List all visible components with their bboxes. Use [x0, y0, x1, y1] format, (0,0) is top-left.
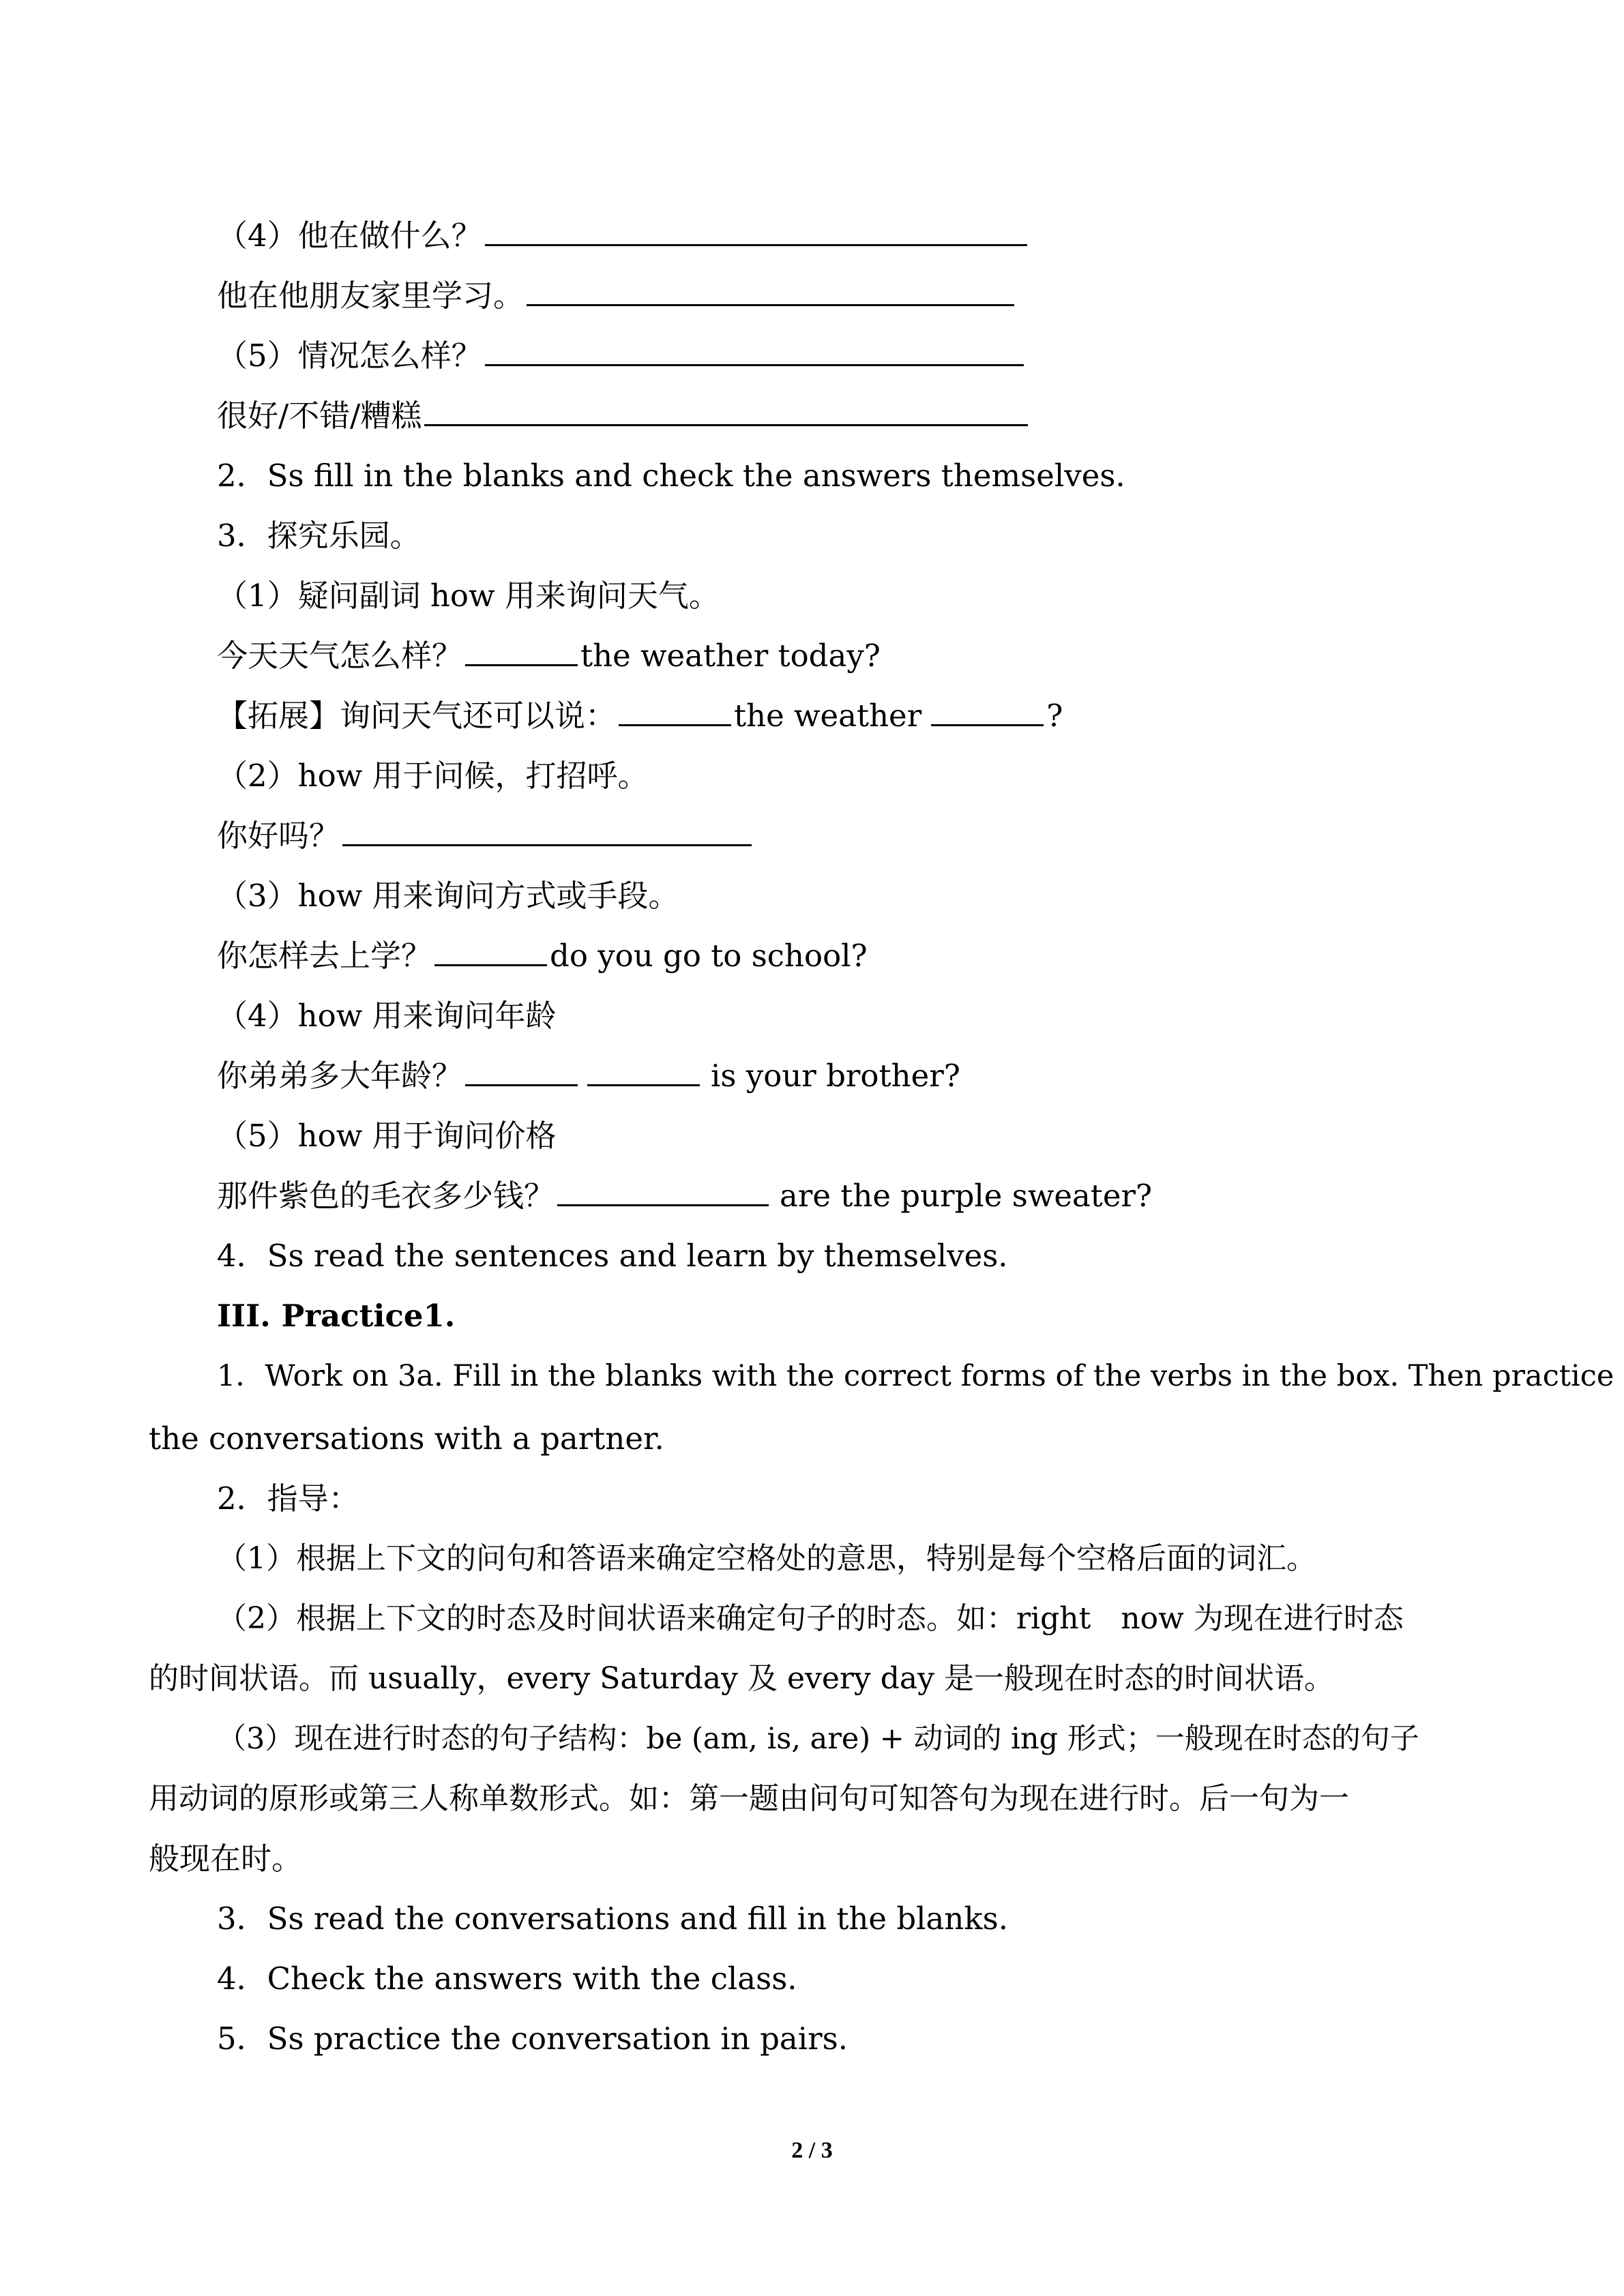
text-line: （2）how 用于问候，打招呼。 — [217, 758, 649, 794]
text-line: （4）他在做什么？ — [217, 215, 1030, 256]
text-line: 你好吗？ — [217, 816, 754, 856]
text-line: 般现在时。 — [149, 1840, 303, 1877]
text-line: （1）根据上下文的问句和答语来确定空格处的意思，特别是每个空格后面的词汇。 — [217, 1541, 1316, 1576]
answer-blank[interactable] — [587, 1057, 700, 1087]
text-line: （5）how 用于询问价格 — [217, 1118, 557, 1154]
text-line: （5）情况怎么样？ — [217, 336, 1027, 376]
answer-blank[interactable] — [485, 217, 1027, 247]
text-line: 2．指导： — [217, 1480, 359, 1517]
text-line: 2．Ss fill in the blanks and check the answers themselves. — [217, 458, 1125, 494]
text-line: 5．Ss practice the conversation in pairs. — [217, 2021, 848, 2057]
answer-blank[interactable] — [424, 397, 1028, 427]
text-line: 用动词的原形或第三人称单数形式。如：第一题由问句可知答句为现在进行时。后一句为一 — [149, 1781, 1349, 1816]
answer-blank[interactable] — [465, 637, 578, 667]
text-line: 你怎样去上学？ do you go to school? — [217, 938, 868, 974]
text-line: 4．Check the answers with the class. — [217, 1960, 797, 1997]
text-line: （3）现在进行时态的句子结构：be (am, is, are) + 动词的 ing 形式；一般现在时态的句子 — [217, 1722, 1419, 1756]
text-line: 4．Ss read the sentences and learn by themselves. — [217, 1238, 1008, 1274]
text-line: 那件紫色的毛衣多少钱？ are the purple sweater? — [217, 1178, 1153, 1214]
section-heading: III. Practice1. — [217, 1298, 456, 1334]
text-line: （2）根据上下文的时态及时间状语来确定句子的时态。如：right now 为现在进行时态 — [217, 1601, 1404, 1636]
answer-blank[interactable] — [931, 697, 1044, 727]
text-line: 今天天气怎么样？ the weather today? — [217, 638, 881, 674]
text-line: 1．Work on 3a. Fill in the blanks with the correct forms of the verbs in the box. Then practice — [217, 1359, 1614, 1393]
page-number: 2 / 3 — [791, 2138, 833, 2163]
answer-blank[interactable] — [527, 277, 1014, 307]
text-line: 3．探究乐园。 — [217, 518, 421, 554]
text-line: 的时间状语。而 usually，every Saturday 及 every day 是一般现在时态的时间状语。 — [149, 1661, 1334, 1696]
answer-blank[interactable] — [342, 817, 752, 847]
text-line: the conversations with a partner. — [149, 1420, 664, 1457]
text-line: 3．Ss read the conversations and fill in the blanks. — [217, 1900, 1009, 1937]
text-line: 很好/不错/糟糕 — [217, 396, 1031, 436]
text-line: （1）疑问副词 how 用来询问天气。 — [217, 578, 720, 614]
text-line: 【拓展】询问天气还可以说： the weather ? — [217, 698, 1063, 734]
answer-blank[interactable] — [557, 1177, 769, 1207]
text-line: 你弟弟多大年龄？ is your brother? — [217, 1058, 960, 1094]
text-line: （4）how 用来询问年龄 — [217, 998, 557, 1034]
answer-blank[interactable] — [619, 697, 731, 727]
answer-blank[interactable] — [465, 1057, 578, 1087]
answer-blank[interactable] — [485, 337, 1024, 367]
answer-blank[interactable] — [434, 937, 547, 967]
text-line: （3）how 用来询问方式或手段。 — [217, 878, 679, 914]
text-line: 他在他朋友家里学习。 — [217, 275, 1017, 316]
